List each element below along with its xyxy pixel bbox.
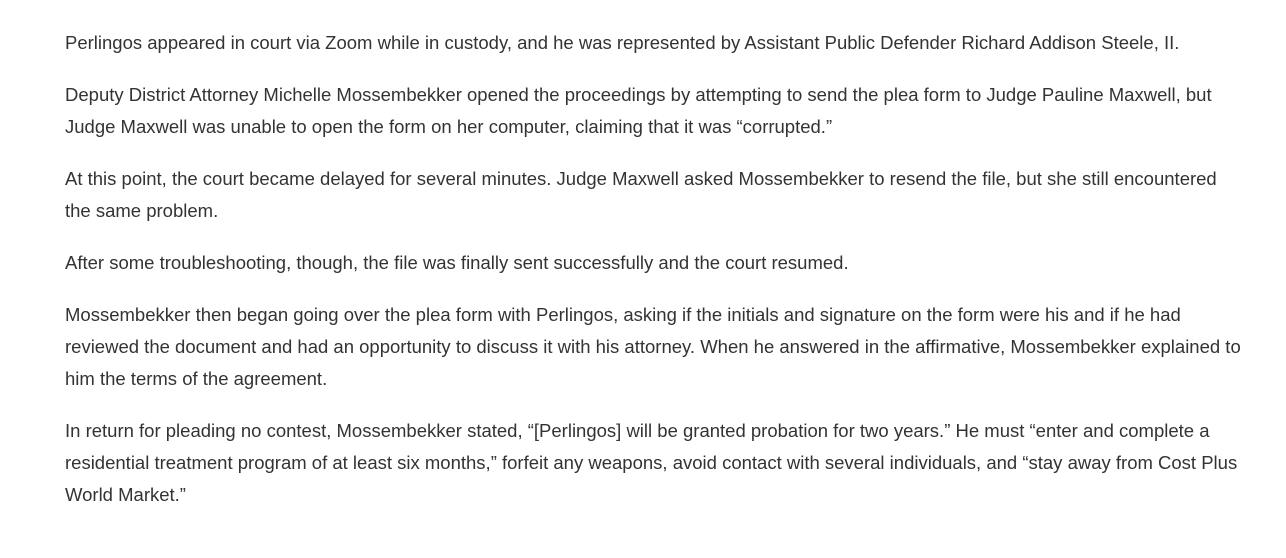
article-paragraph: Perlingos appeared in court via Zoom while in custody, and he was represented by Assistant Public Defender Richard Addison Steele, II. — [65, 32, 1180, 53]
article-paragraph: Mossembekker then began going over the plea form with Perlingos, asking if the initials and signature on the form were his and if he had reviewed the document and had an opportunity to discuss it with his attorney. When he answered in the affirmative, Mossembekker explained to him the terms of the agreement. — [65, 304, 1241, 389]
article-paragraph: Deputy District Attorney Michelle Mossembekker opened the proceedings by attempting to send the plea form to Judge Pauline Maxwell, but Judge Maxwell was unable to open the form on her computer, claiming that it was “corrupted.” — [65, 84, 1212, 137]
article-body — [65, 27, 1245, 531]
article-paragraph: In return for pleading no contest, Mossembekker stated, “[Perlingos] will be granted probation for two years.” He must “enter and complete a residential treatment program of at least six months,” forfeit any weapons, avoid contact with several individuals, and “stay away from Cost Plus World Market.” — [65, 420, 1238, 505]
article-paragraph: At this point, the court became delayed for several minutes. Judge Maxwell asked Mossembekker to resend the file, but she still encountered the same problem. — [65, 168, 1217, 221]
article-paragraph: After some troubleshooting, though, the file was finally sent successfully and the court resumed. — [65, 252, 849, 273]
